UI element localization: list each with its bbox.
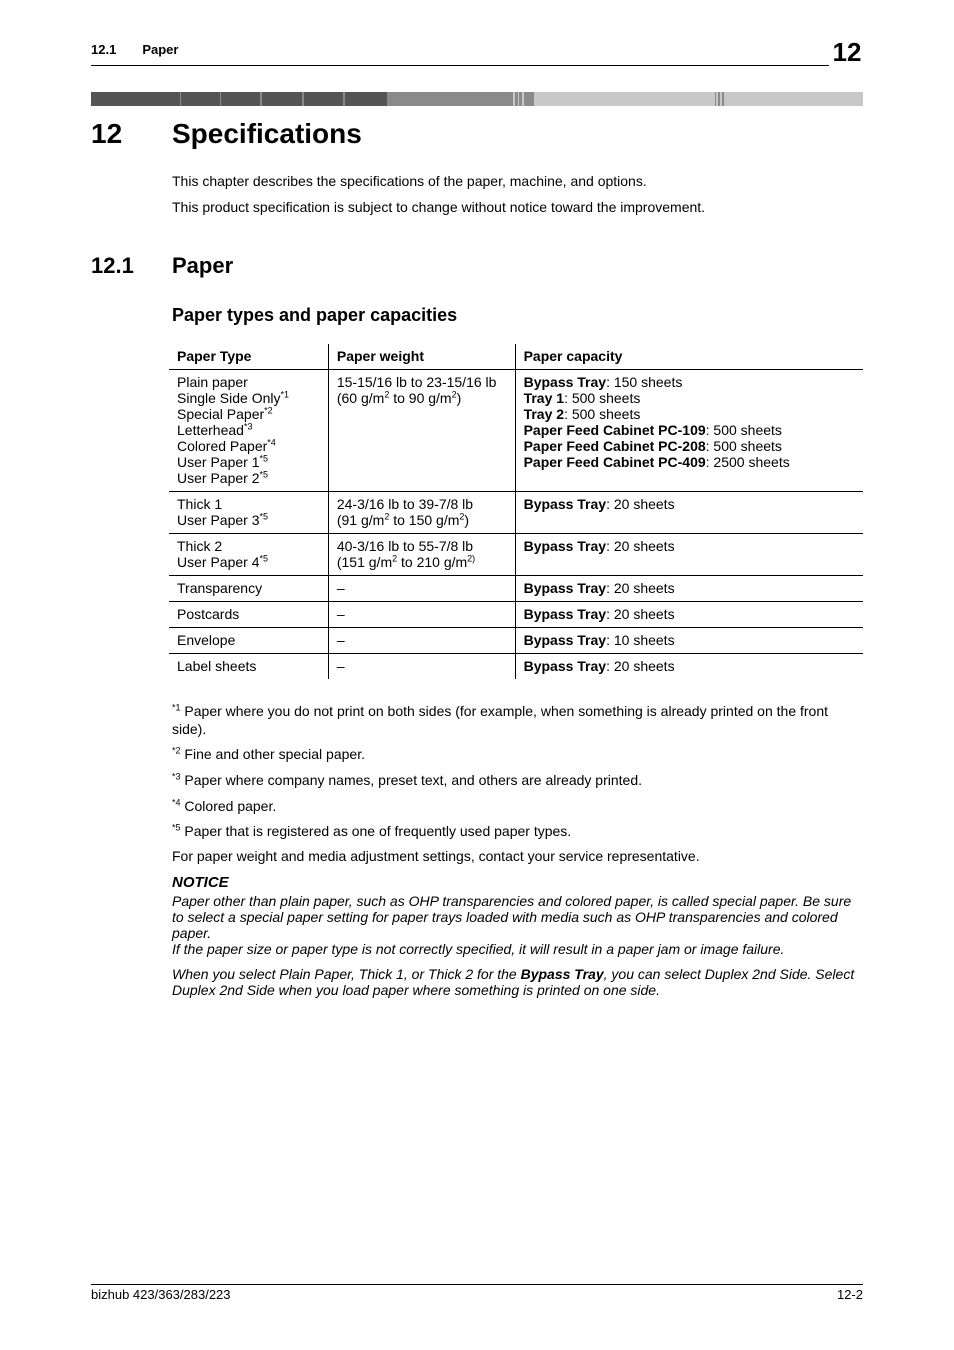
- paper-type-text: User Paper 2: [177, 470, 260, 486]
- paper-type-line: [177, 406, 320, 422]
- footnote-ref: *5: [259, 453, 268, 464]
- weight-lb: 40-3/16 lb to 55-7/8 lb: [336, 538, 474, 554]
- capacity-value: : 500 sheets: [564, 406, 641, 422]
- cell-paper-capacity: [515, 576, 863, 602]
- capacity-source: Bypass Tray: [523, 606, 607, 622]
- paper-type-line: [177, 496, 320, 512]
- capacity-source: Tray 2: [523, 406, 565, 422]
- chapter-number: 12: [91, 118, 123, 149]
- capacity-value: : 10 sheets: [606, 632, 675, 648]
- band-segment: [221, 92, 260, 106]
- footnote-mark: *3: [172, 771, 181, 782]
- footnote-ref: *5: [259, 469, 268, 480]
- paper-type-text: Envelope: [177, 632, 236, 648]
- capacity-source: Tray 1: [523, 390, 565, 406]
- chapter-heading: [91, 118, 362, 150]
- paper-type-text: Colored Paper: [177, 438, 268, 454]
- paper-type-text: Letterhead: [177, 422, 244, 438]
- notice-heading: NOTICE: [172, 874, 229, 891]
- subsection-heading: Paper types and paper capacities: [172, 305, 458, 325]
- capacity-value: : 20 sheets: [606, 606, 675, 622]
- cell-paper-capacity: [515, 628, 863, 654]
- footnote: [172, 822, 862, 840]
- weight-lb: 24-3/16 lb to 39-7/8 lb: [336, 496, 474, 512]
- capacity-source: Bypass Tray: [523, 632, 607, 648]
- footnote-mark: *2: [172, 745, 181, 756]
- band-segment: [728, 92, 863, 106]
- capacity-source: Paper Feed Cabinet PC-109: [523, 422, 706, 438]
- paper-type-text: Transparency: [177, 580, 263, 596]
- table-row: [169, 602, 863, 628]
- cell-paper-capacity: [515, 602, 863, 628]
- cell-paper-capacity: [515, 654, 863, 680]
- footnote-mark: *4: [172, 797, 181, 808]
- table-row: [169, 534, 863, 576]
- header-section-number: 12.1: [91, 42, 117, 57]
- superscript: 2: [384, 389, 390, 400]
- weight-gsm-part: to 90 g/m: [389, 390, 452, 406]
- capacity-value: : 150 sheets: [606, 374, 683, 390]
- cell-paper-type: [169, 576, 328, 602]
- weight-gsm: [337, 512, 507, 528]
- capacity-line: [524, 632, 855, 648]
- weight-gsm-part: to 210 g/m: [397, 554, 468, 570]
- cell-paper-type: [169, 492, 328, 534]
- capacity-value: : 500 sheets: [705, 438, 782, 454]
- capacity-source: Bypass Tray: [523, 580, 607, 596]
- paper-type-line: [177, 422, 320, 438]
- paper-type-line: [177, 632, 320, 648]
- footnote-ref: *4: [267, 437, 276, 448]
- paper-type-text: User Paper 4: [177, 554, 260, 570]
- capacity-source: Bypass Tray: [523, 538, 607, 554]
- paper-spec-table: [169, 344, 863, 679]
- section-title: Paper: [172, 253, 234, 278]
- cell-paper-weight: [328, 534, 515, 576]
- band-segment: [534, 92, 715, 106]
- band-segment: [141, 92, 180, 106]
- column-header-paper-type: Paper Type: [177, 348, 252, 364]
- intro-paragraph-2: This product specification is subject to change without notice toward the improvement.: [172, 199, 706, 215]
- paper-type-line: [177, 554, 320, 570]
- capacity-value: : 20 sheets: [606, 538, 675, 554]
- weight-gsm-part: (60 g/m: [336, 390, 385, 406]
- band-segment: [262, 92, 302, 106]
- capacity-line: [524, 538, 855, 554]
- paper-type-line: [177, 390, 320, 406]
- service-note: For paper weight and media adjustment settings, contact your service representative.: [172, 848, 700, 864]
- weight-gsm-part: (151 g/m: [336, 554, 393, 570]
- capacity-line: [524, 606, 855, 622]
- superscript: 2): [467, 553, 476, 564]
- column-header-paper-capacity: Paper capacity: [515, 344, 863, 370]
- table-row: [169, 654, 863, 680]
- paper-type-line: [177, 512, 320, 528]
- footnote: [172, 771, 862, 789]
- capacity-value: : 2500 sheets: [705, 454, 790, 470]
- notice-p3-end: , you can select Duplex 2nd Side. Select Duplex 2nd Side when you load paper where something is printed on one side.: [172, 966, 855, 998]
- cell-paper-weight: [328, 492, 515, 534]
- superscript: 2: [384, 511, 390, 522]
- column-header-paper-weight: Paper weight: [328, 344, 515, 370]
- cell-paper-weight: [328, 576, 515, 602]
- capacity-value: : 500 sheets: [705, 422, 782, 438]
- footnote-text: Paper where you do not print on both sides (for example, when something is already printed on the front side).: [172, 703, 829, 737]
- footnote-mark: *1: [172, 702, 181, 713]
- paper-type-line: [177, 470, 320, 486]
- superscript: 2: [451, 389, 457, 400]
- footnote: [172, 797, 862, 815]
- capacity-source: Paper Feed Cabinet PC-208: [523, 438, 706, 454]
- paper-type-line: [177, 538, 320, 554]
- capacity-source: Paper Feed Cabinet PC-409: [523, 454, 706, 470]
- paper-type-text: Postcards: [177, 606, 240, 622]
- cell-paper-weight: [328, 602, 515, 628]
- header-chapter-number: 12: [829, 38, 865, 66]
- footnote-mark: *5: [172, 822, 181, 833]
- footnote-text: Colored paper.: [180, 798, 277, 814]
- weight-dash: –: [336, 658, 345, 674]
- weight-gsm-part: ): [456, 390, 462, 406]
- weight-lb: 15-15/16 lb to 23-15/16 lb: [336, 374, 497, 390]
- superscript: 2: [392, 553, 398, 564]
- band-segment: [181, 92, 219, 106]
- capacity-line: [524, 496, 855, 512]
- cell-paper-type: [169, 654, 328, 680]
- paper-type-text: Special Paper: [177, 406, 265, 422]
- weight-gsm-part: ): [464, 512, 470, 528]
- weight-dash: –: [336, 606, 345, 622]
- footnote-ref: *5: [259, 553, 268, 564]
- table-row: [169, 576, 863, 602]
- notice-paragraph-3: [172, 966, 864, 998]
- cell-paper-weight: [328, 370, 515, 492]
- footnote-ref: *5: [259, 511, 268, 522]
- cell-paper-type: [169, 602, 328, 628]
- cell-paper-capacity: [515, 492, 863, 534]
- weight-gsm-part: to 150 g/m: [389, 512, 460, 528]
- cell-paper-capacity: [515, 534, 863, 576]
- paper-type-text: Thick 2: [177, 538, 223, 554]
- footnote-text: Fine and other special paper.: [180, 746, 365, 762]
- footnote-ref: *1: [280, 389, 290, 400]
- paper-type-text: Label sheets: [177, 658, 257, 674]
- table-row: [169, 492, 863, 534]
- weight-dash: –: [336, 580, 345, 596]
- notice-p3-bypass-tray: Bypass Tray: [520, 966, 604, 982]
- decorative-band: [91, 92, 863, 106]
- band-segment: [91, 92, 141, 106]
- notice-p3-start: When you select Plain Paper, Thick 1, or Thick 2 for the: [172, 966, 521, 982]
- cell-paper-type: [169, 534, 328, 576]
- capacity-value: : 20 sheets: [606, 496, 675, 512]
- band-segment: [389, 92, 513, 106]
- table-row: [169, 628, 863, 654]
- capacity-value: : 20 sheets: [606, 580, 675, 596]
- paper-type-line: [177, 658, 320, 674]
- chapter-title: Specifications: [172, 118, 362, 149]
- weight-gsm: [337, 554, 507, 570]
- capacity-line: [524, 454, 855, 470]
- paper-type-line: [177, 438, 320, 454]
- table-row: [169, 370, 863, 492]
- cell-paper-capacity: [515, 370, 863, 492]
- footnote: [172, 702, 862, 738]
- section-heading: [91, 253, 234, 279]
- running-header: [91, 42, 178, 57]
- capacity-source: Bypass Tray: [523, 374, 607, 390]
- footnote: [172, 745, 862, 763]
- paper-type-text: Plain paper: [177, 374, 248, 390]
- cell-paper-weight: [328, 628, 515, 654]
- footer-model: bizhub 423/363/283/223: [91, 1287, 231, 1302]
- cell-paper-weight: [328, 654, 515, 680]
- capacity-value: : 500 sheets: [564, 390, 641, 406]
- footnote-text: Paper that is registered as one of frequently used paper types.: [180, 823, 572, 839]
- weight-gsm: [337, 390, 507, 406]
- notice-paragraph-2: If the paper size or paper type is not correctly specified, it will result in a paper jam or image failure.: [172, 941, 785, 957]
- paper-type-line: [177, 606, 320, 622]
- capacity-source: Bypass Tray: [523, 496, 607, 512]
- capacity-line: [524, 390, 855, 406]
- header-section-title: Paper: [142, 42, 179, 57]
- capacity-line: [524, 580, 855, 596]
- notice-paragraph-1: Paper other than plain paper, such as OHP transparencies and colored paper, is called special paper. Be sure to select a special paper setting for paper trays loaded with media such as OHP transparencies and colored paper.: [172, 893, 852, 941]
- cell-paper-type: [169, 628, 328, 654]
- capacity-line: [524, 406, 855, 422]
- paper-type-line: [177, 374, 320, 390]
- section-number: 12.1: [91, 253, 134, 278]
- capacity-line: [524, 374, 855, 390]
- cell-paper-type: [169, 370, 328, 492]
- footnote-text: Paper where company names, preset text, and others are already printed.: [180, 772, 642, 788]
- intro-paragraph-1: This chapter describes the specifications of the paper, machine, and options.: [172, 173, 647, 189]
- paper-type-text: User Paper 3: [177, 512, 260, 528]
- band-segment: [304, 92, 343, 106]
- weight-dash: –: [336, 632, 345, 648]
- footnote-ref: *3: [243, 421, 253, 432]
- table-header-row: [169, 344, 863, 370]
- paper-type-line: [177, 580, 320, 596]
- header-rule: [91, 65, 863, 66]
- paper-type-text: User Paper 1: [177, 454, 260, 470]
- capacity-line: [524, 422, 855, 438]
- superscript: 2: [459, 511, 465, 522]
- capacity-source: Bypass Tray: [523, 658, 607, 674]
- band-segment: [524, 92, 534, 106]
- footer-page-number: 12-2: [836, 1287, 863, 1302]
- capacity-value: : 20 sheets: [606, 658, 675, 674]
- paper-type-text: Thick 1: [177, 496, 223, 512]
- band-segment: [345, 92, 387, 106]
- capacity-line: [524, 658, 855, 674]
- footnote-ref: *2: [264, 405, 273, 416]
- weight-gsm-part: (91 g/m: [336, 512, 385, 528]
- paper-type-text: Single Side Only: [177, 390, 281, 406]
- footer-rule: [91, 1284, 863, 1285]
- paper-type-line: [177, 454, 320, 470]
- capacity-line: [524, 438, 855, 454]
